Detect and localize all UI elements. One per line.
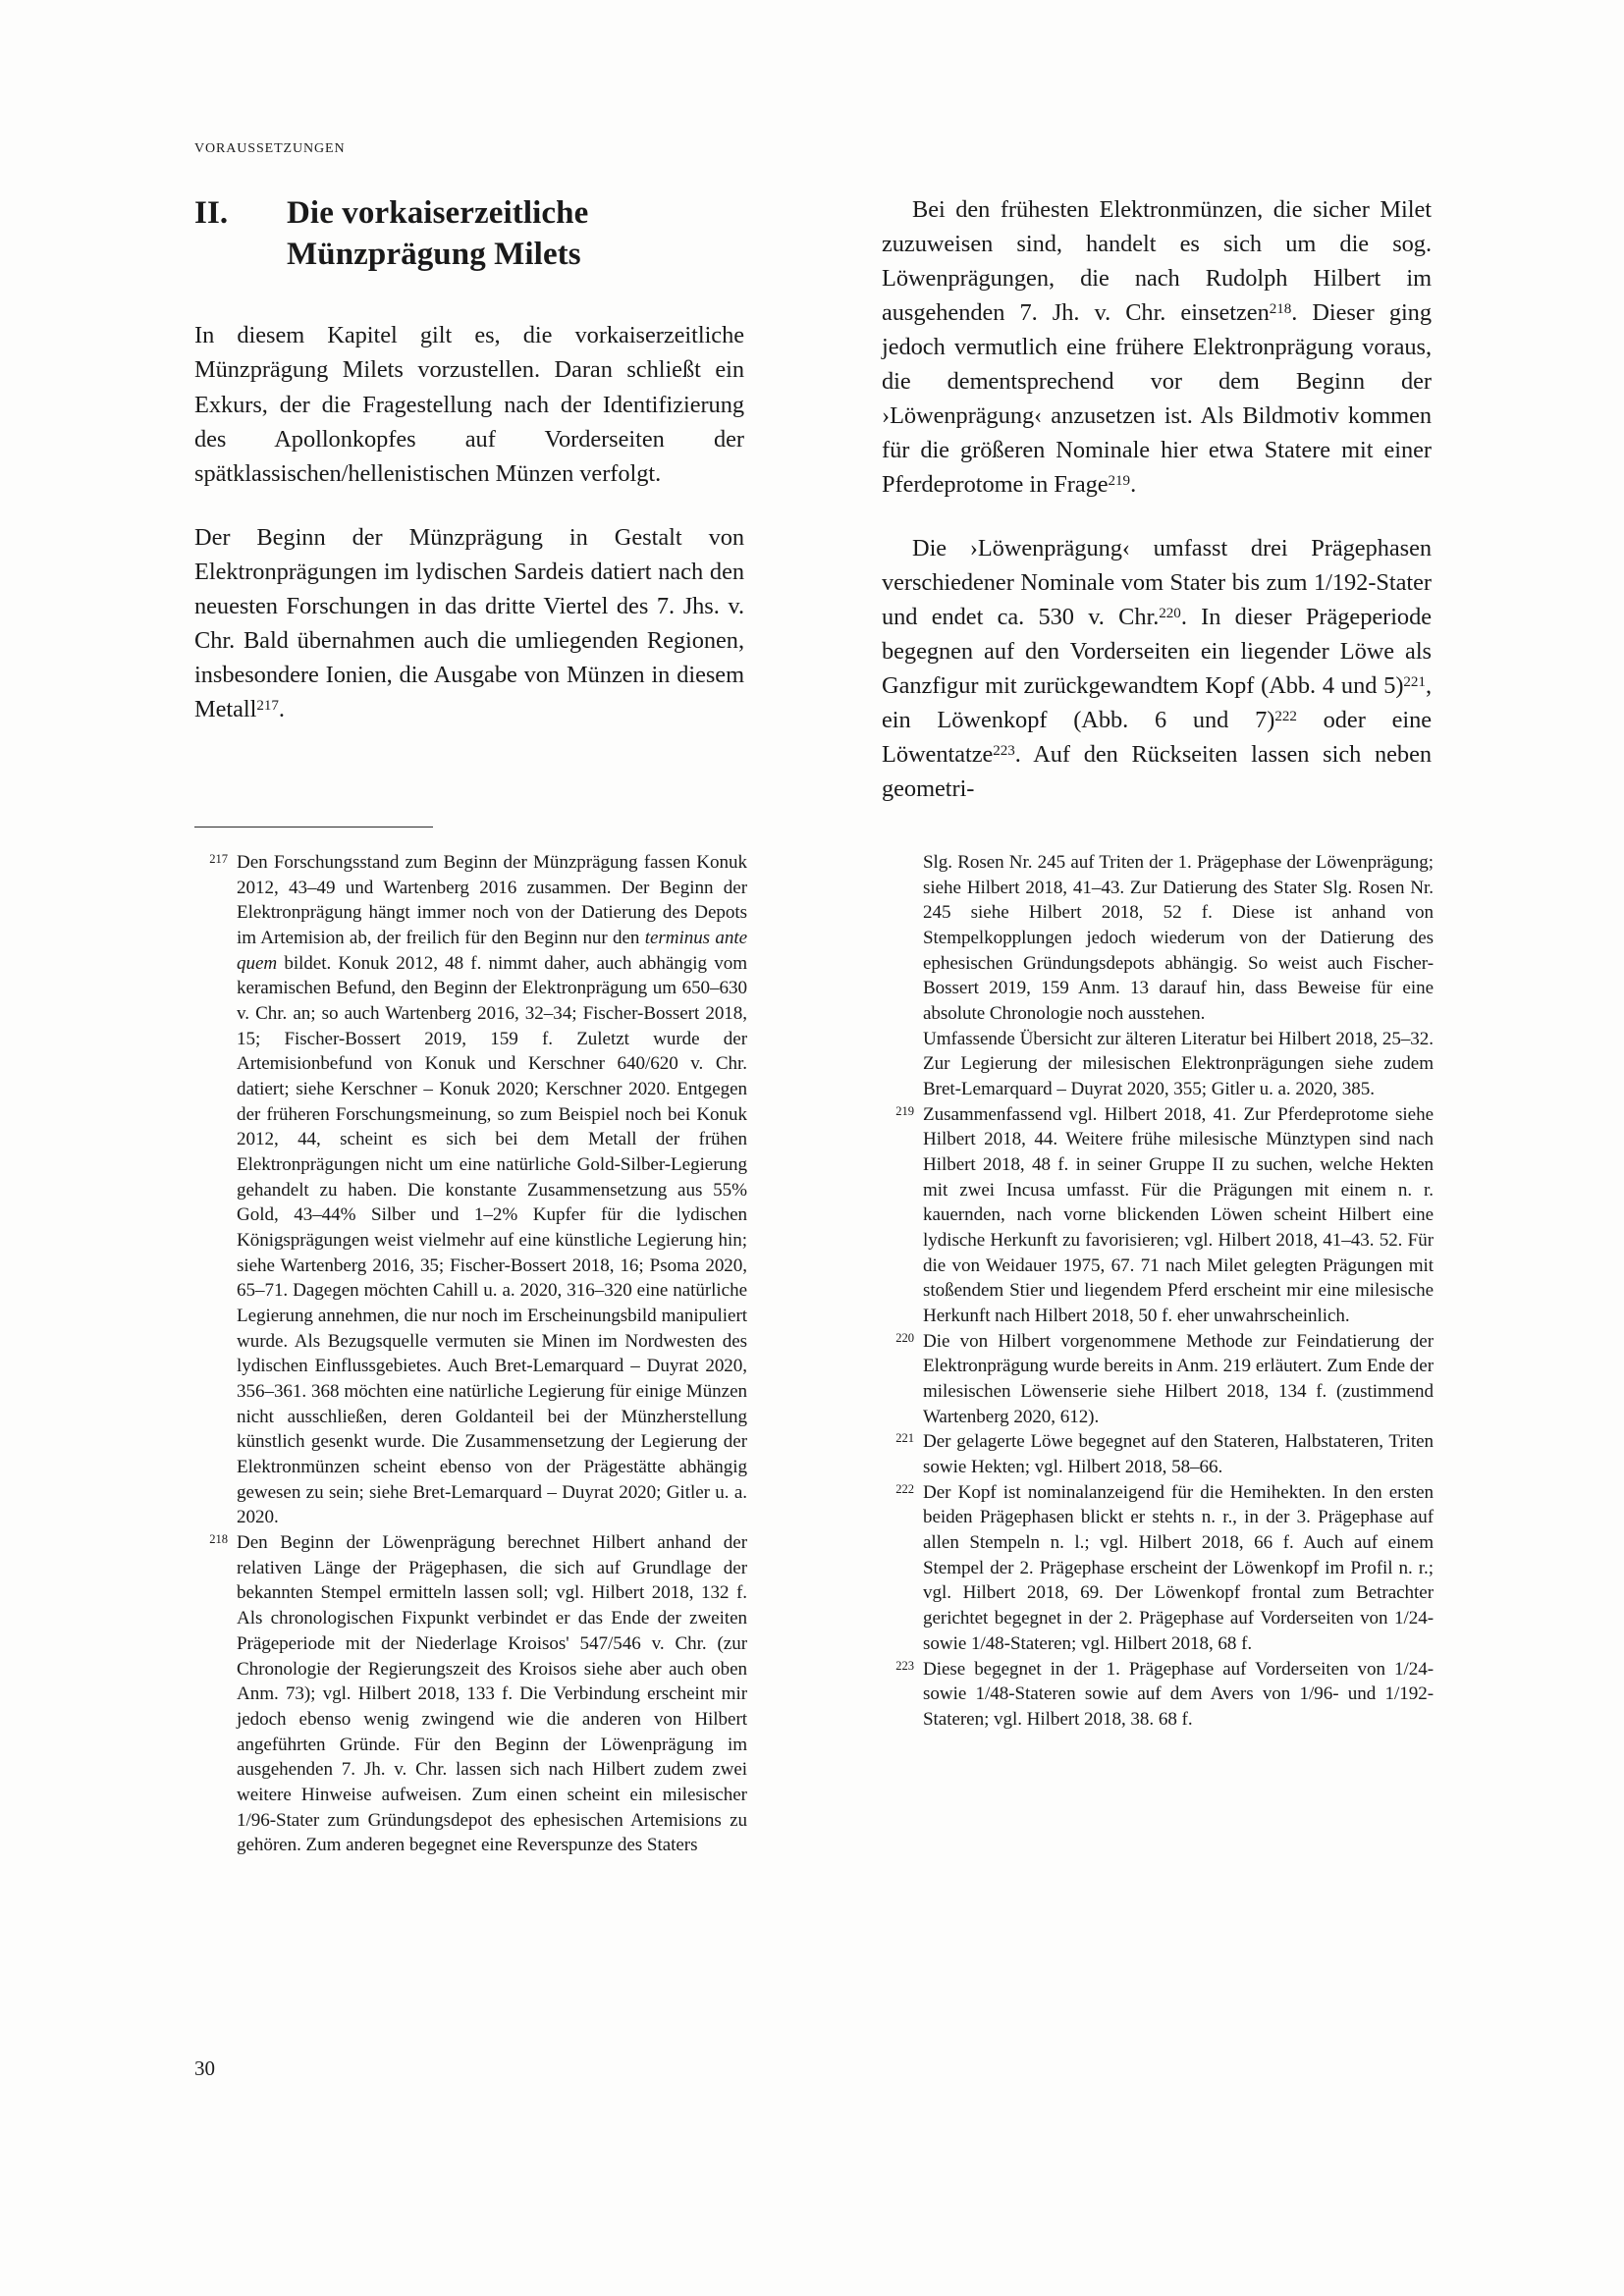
body-paragraph: Der Beginn der Münzprägung in Gestalt von Elektronprägungen im lydischen Sardeis datiert nach den neuesten Forschungen in das dritte Viertel des 7. Jhs. v. Chr. Bald übernahmen auch die umliegenden Regionen, insbesondere Ionien, die Ausgabe von Münzen in diesem Metall$^{217}$. [194,523,744,722]
footnote-number: 221 [895,1431,914,1446]
footnote [881,1480,1434,1657]
footnote-column-right [881,850,1434,1733]
footnote-text: Diese begegnet in der 1. Prägephase auf Vorderseiten von 1/24- sowie 1/48-Stateren sowie auf dem Avers von 1/96- und 1/192-Stateren; vgl. Hilbert 2018, 38. 68 f. [923,1658,1434,1730]
footnote-number: 222 [895,1481,914,1496]
footnote [194,850,747,1530]
footnote [881,1657,1434,1733]
chapter-heading [194,192,744,275]
footnote-number: 220 [895,1330,914,1345]
body-paragraph: Bei den frühesten Elektronmünzen, die sicher Milet zuzuweisen sind, handelt es sich um die sog. Löwenprägungen, die nach Rudolph Hilbert im ausgehenden 7. Jh. v. Chr. einsetzen$^{218}$. Dieser ging jedoch vermutlich eine frühere Elektronprägung voraus, die dementsprechend vor dem Beginn der ›Löwenprägung‹ anzusetzen ist. Als Bildmotiv kommen für die größeren Nominale hier etwa Statere mit einer Pferdeprotome in Frage$^{219}$. [882,196,1432,499]
footnote [881,1102,1434,1329]
footnote-text: Zusammenfassend vgl. Hilbert 2018, 41. Zur Pferdeprotome siehe Hilbert 2018, 44. Weitere frühe milesische Münztypen sind nach Hilbert 2018, 48 f. in seiner Gruppe II zu suchen, welche Hekten mit zwei Incusa umfasst. Für die Prägungen mit einem n. r. kauernden, nach vorne blickenden Löwen scheint Hilbert eine lydische Herkunft zu favorisieren; vgl. Hilbert 2018, 41–43. 52. Für die von Weidauer 1975, 67. 71 nach Milet gelegten Prägungen mit stoßendem Stier und liegendem Pferd erscheint mir eine milesische Herkunft nach Hilbert 2018, 50 f. eher unwahrscheinlich. [923,1103,1434,1327]
footnote [881,850,1434,1027]
chapter-number: II. [194,195,229,231]
footnote-text: Der Kopf ist nominalanzeigend für die Hemihekten. In den ersten beiden Prägephasen blickt er stehts n. r., in der 3. Prägephase auf allen Stempeln n. l.; vgl. Hilbert 2018, 66 f. Auch auf einem Stempel der 2. Prägephase erscheint der Löwenkopf im Profil n. r.; vgl. Hilbert 2018, 69. Der Löwenkopf frontal zum Betrachter gerichtet begegnet in der 2. Prägephase auf Vorderseiten von 1/24- sowie 1/48-Stateren; vgl. Hilbert 2018, 68 f. [923,1481,1434,1654]
running-head: voraussetzungen [194,135,346,157]
footnote [194,1530,747,1858]
footnote-text: Der gelagerte Löwe begegnet auf den Stateren, Halbstateren, Triten sowie Hekten; vgl. Hilbert 2018, 58–66. [923,1431,1434,1478]
footnote-number: 219 [895,1103,914,1118]
body-paragraph: In diesem Kapitel gilt es, die vorkaiserzeitliche Münzprägung Milets vorzustellen. Daran schließt ein Exkurs, der die Fragestellung nach der Identifizierung des Apollonkopfes auf Vorderseiten der spätklassischen/hellenistischen Münzen verfolgt. [194,322,744,487]
footnote-column-left [194,850,747,1858]
footnote-text: Den Beginn der Löwenprägung berechnet Hilbert anhand der relativen Länge der Prägephasen, die sich auf Grundlage der bekannten Stempel ermitteln lassen soll; vgl. Hilbert 2018, 132 f. Als chronologischen Fixpunkt verbindet er das Ende der zweiten Prägeperiode mit der Niederlage Kroisos' 547/546 v. Chr. (zur Chronologie der Regierungszeit des Kroisos siehe aber auch oben Anm. 73); vgl. Hilbert 2018, 133 f. Die Verbindung erscheint mir jedoch ebenso wenig zwingend wie die anderen von Hilbert angeführten Gründe. Für den Beginn der Löwenprägung im ausgehenden 7. Jh. v. Chr. lassen sich nach Hilbert zudem zwei weitere Hinweise aufweisen. Zum einen scheint ein milesischer 1/96-Stater zum Gründungsdepot des ephesischen Artemisions zu gehören. Zum anderen begegnet eine Reverspunze des Staters [237,1532,747,1856]
footnote-text: Die von Hilbert vorgenommene Methode zur Feindatierung der Elektronprägung wurde bereits in Anm. 219 erläutert. Zum Ende der milesischen Löwenserie siehe Hilbert 2018, 134 f. (zustimmend Wartenberg 2020, 612). [923,1330,1434,1427]
footnote-separator-rule [194,827,433,828]
chapter-title: Die vorkaiserzeitliche Münzprägung Milets [287,195,589,273]
footnote [881,1429,1434,1479]
footnote-text: Den Forschungsstand zum Beginn der Münzprägung fassen Konuk 2012, 43–49 und Wartenberg 2016 zusammen. Der Beginn der Elektronprägung hängt immer noch von der Datierung des Depots im Artemision ab, der freilich für den Beginn nur den terminus ante quem bildet. Konuk 2012, 48 f. nimmt daher, auch abhängig vom keramischen Befund, den Beginn der Elektronprägung um 650–630 v. Chr. an; so auch Wartenberg 2016, 32–34; Fischer-Bossert 2018, 15; Fischer-Bossert 2019, 159 f. Zuletzt wurde der Artemisionbefund von Konuk und Kerschner 640/620 v. Chr. datiert; siehe Kerschner – Konuk 2020; Kerschner 2020. Entgegen der früheren Forschungsmeinung, so zum Beispiel noch bei Konuk 2012, 44, scheint es sich bei dem Metall der frühen Elektronprägungen nicht um eine natürliche Gold-Silber-Legierung gehandelt zu haben. Die konstante Zusammensetzung aus 55% Gold, 43–44% Silber und 1–2% Kupfer für die lydischen Königsprägungen weist vielmehr auf eine künstliche Legierung hin; siehe Wartenberg 2016, 35; Fischer-Bossert 2018, 16; Psoma 2020, 65–71. Dagegen möchten Cahill u. a. 2020, 316–320 eine natürliche Legierung annehmen, die nur noch im Erscheinungsbild manipuliert wurde. Als Bezugsquelle vermuten sie Minen im Nordwesten des lydischen Einflussgebietes. Auch Bret-Lemarquard – Duyrat 2020, 356–361. 368 möchten eine natürliche Legierung für einige Münzen nicht ausschließen, deren Goldanteil bei der Münzherstellung künstlich gesenkt wurde. Die Zusammensetzung der Legierung der Elektronmünzen scheint ebenso von der Prägestätte abhängig gewesen zu sein; siehe Bret-Lemarquard – Duyrat 2020; Gitler u. a. 2020. [237,852,747,1528]
body-paragraph: Die ›Löwenprägung‹ umfasst drei Prägephasen verschiedener Nominale vom Stater bis zum 1/192-Stater und endet ca. 530 v. Chr.$^{220}$. In dieser Prägeperiode begegnen auf den Vorderseiten ein liegender Löwe als Ganzfigur mit zurückgewandtem Kopf (Abb. 4 und 5)$^{221}$, ein Löwenkopf (Abb. 6 und 7)$^{222}$ oder eine Löwentatze$^{223}$. Auf den Rückseiten lassen sich neben geometri- [882,535,1432,803]
page-number: 30 [194,2056,215,2080]
footnote-text: Slg. Rosen Nr. 245 auf Triten der 1. Prägephase der Löwenprägung; siehe Hilbert 2018, 41–43. Zur Datierung des Stater Slg. Rosen Nr. 245 siehe Hilbert 2018, 52 f. Diese ist anhand von Stempelkopplungen jedoch wiederum von der Datierung des ephesischen Gründungsdepots abhängig. So weist auch Fischer-Bossert 2019, 159 Anm. 13 darauf hin, dass Beweise für eine absolute Chronologie noch ausstehen. [923,852,1434,1025]
footnote-number: 223 [895,1658,914,1673]
footnote-text: Umfassende Übersicht zur älteren Literatur bei Hilbert 2018, 25–32. Zur Legierung der milesischen Elektronprägungen siehe zudem Bret-Lemarquard – Duyrat 2020, 355; Gitler u. a. 2020, 385. [923,1028,1434,1100]
body-column-right [882,192,1432,806]
footnote [881,1027,1434,1102]
footnote [881,1329,1434,1430]
footnote-number: 217 [209,852,228,866]
footnote-number: 218 [209,1532,228,1547]
body-column-left [194,192,744,726]
